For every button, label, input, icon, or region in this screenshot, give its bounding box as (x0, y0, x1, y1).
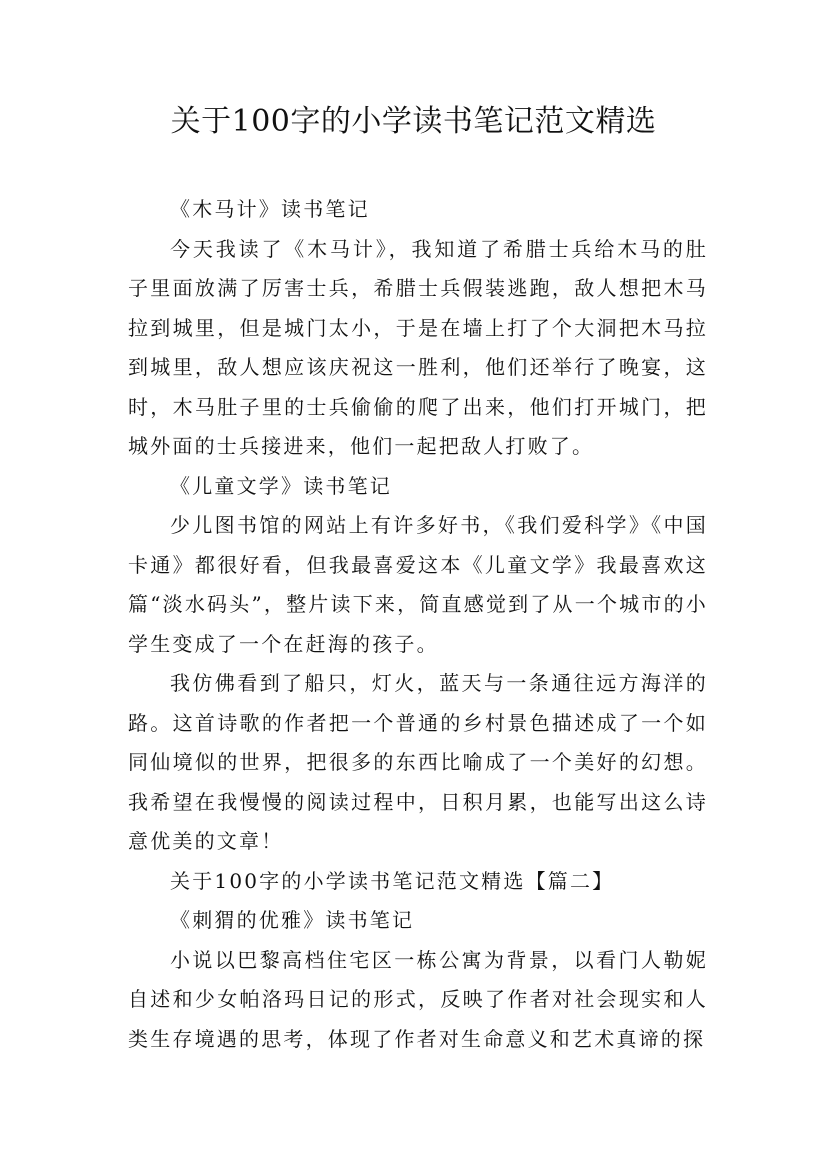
document-title: 关于100字的小学读书笔记范文精选 (170, 104, 657, 139)
paragraph-ciwei: 小说以巴黎高档住宅区一栋公寓为背景，以看门人勒妮自述和少女帕洛玛日记的形式，反映了作者对社会现实和人类生存境遇的思考，体现了作者对生命意义和艺术真谛的探 (128, 947, 708, 1051)
section-heading-mumaji: 《木马计》读书笔记 (170, 197, 370, 221)
section-heading-ciwei: 《刺猬的优雅》读书笔记 (170, 908, 415, 932)
paragraph-mumaji: 今天我读了《木马计》，我知道了希腊士兵给木马的肚子里面放满了厉害士兵，希腊士兵假装逃跑，敌人想把木马拉到城里，但是城门太小，于是在墙上打了个大洞把木马拉到城里，敌人想应该庆祝这一胜利，他们还举行了晚宴，这时，木马肚子里的士兵偷偷的爬了出来，他们打开城门，把城外面的士兵接进来，他们一起把敌人打败了。 (128, 236, 708, 458)
paragraph-ertongwenxue-2: 我仿佛看到了船只，灯火，蓝天与一条通往远方海洋的路。这首诗歌的作者把一个普通的乡村景色描述成了一个如同仙境似的世界，把很多的东西比喻成了一个美好的幻想。我希望在我慢慢的阅读过程中，日积月累，也能写出这么诗意优美的文章！ (128, 671, 708, 853)
paragraph-ertongwenxue-1: 少儿图书馆的网站上有许多好书，《我们爱科学》《中国卡通》都很好看，但我最喜爱这本《儿童文学》我最喜欢这篇“淡水码头”，整片读下来，简直感觉到了从一个城市的小学生变成了一个在赶海的孩子。 (128, 513, 708, 656)
section-heading-part-two: 关于100字的小学读书笔记范文精选【篇二】 (170, 868, 615, 893)
section-heading-ertongwenxue: 《儿童文学》读书笔记 (170, 473, 392, 498)
document-body (128, 190, 708, 1059)
